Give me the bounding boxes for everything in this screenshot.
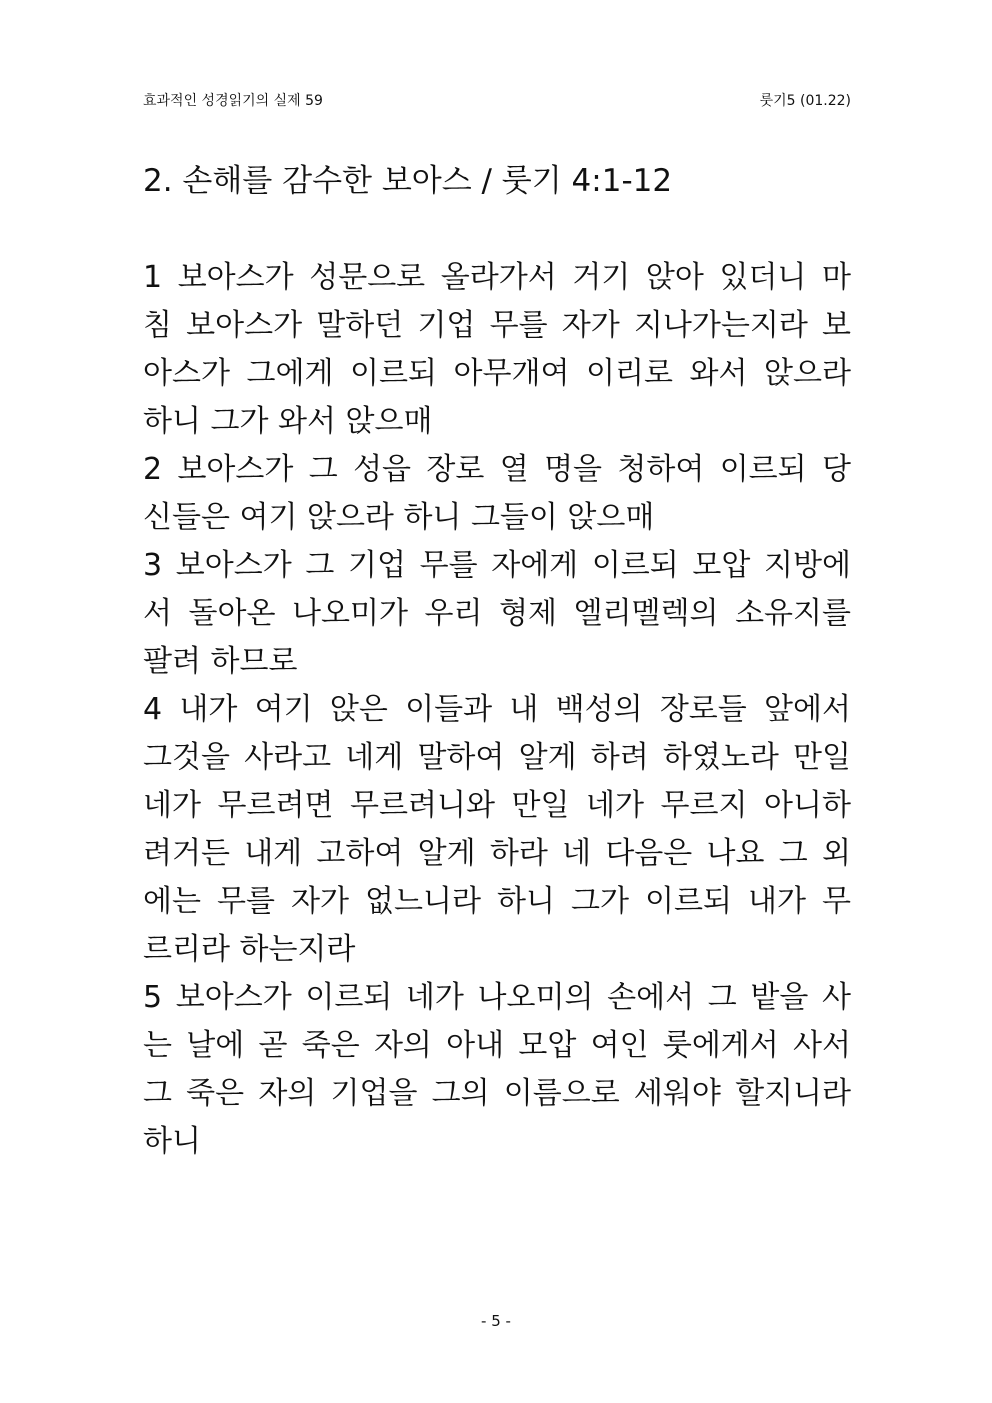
- scripture-body: [143, 254, 851, 1166]
- text-line: 4 내가 여기 앉은 이들과 내 백성의 장로들 앞에서: [143, 692, 851, 727]
- text-line: 그 죽은 자의 기업을 그의 이름으로 세워야 할지니라: [143, 1076, 851, 1111]
- page-number: - 5 -: [481, 1312, 511, 1330]
- text-line: 3 보아스가 그 기업 무를 자에게 이르되 모압 지방에: [143, 548, 851, 583]
- section-title: 2. 손해를 감수한 보아스 / 룻기 4:1-12: [143, 163, 673, 199]
- text-line: 신들은 여기 앉으라 하니 그들이 앉으매: [143, 500, 655, 535]
- text-line: 팔려 하므로: [143, 644, 298, 679]
- text-line: 1 보아스가 성문으로 올라가서 거기 앉아 있더니 마: [143, 260, 851, 295]
- text-line: 려거든 내게 고하여 알게 하라 네 다음은 나요 그 외: [143, 836, 851, 871]
- text-line: 서 돌아온 나오미가 우리 형제 엘리멜렉의 소유지를: [143, 596, 851, 631]
- header-document-title: 효과적인 성경읽기의 실제 59: [143, 93, 323, 109]
- text-line: 는 날에 곧 죽은 자의 아내 모압 여인 룻에게서 사서: [143, 1028, 851, 1063]
- text-line: 네가 무르려면 무르려니와 만일 네가 무르지 아니하: [143, 788, 851, 823]
- text-line: 하니: [143, 1124, 201, 1159]
- text-line: 5 보아스가 이르되 네가 나오미의 손에서 그 밭을 사: [143, 980, 851, 1015]
- text-line: 2 보아스가 그 성읍 장로 열 명을 청하여 이르되 당: [143, 452, 851, 487]
- text-line: 르리라 하는지라: [143, 932, 356, 967]
- text-line: 아스가 그에게 이르되 아무개여 이리로 와서 앉으라: [143, 356, 851, 391]
- text-line: 그것을 사라고 네게 말하여 알게 하려 하였노라 만일: [143, 740, 851, 775]
- text-line: 하니 그가 와서 앉으매: [143, 404, 433, 439]
- page-header: [143, 90, 851, 112]
- text-line: 에는 무를 자가 없느니라 하니 그가 이르되 내가 무: [143, 884, 851, 919]
- header-section-label: 룻기5 (01.22): [759, 93, 851, 109]
- text-line: 침 보아스가 말하던 기업 무를 자가 지나가는지라 보: [143, 308, 851, 343]
